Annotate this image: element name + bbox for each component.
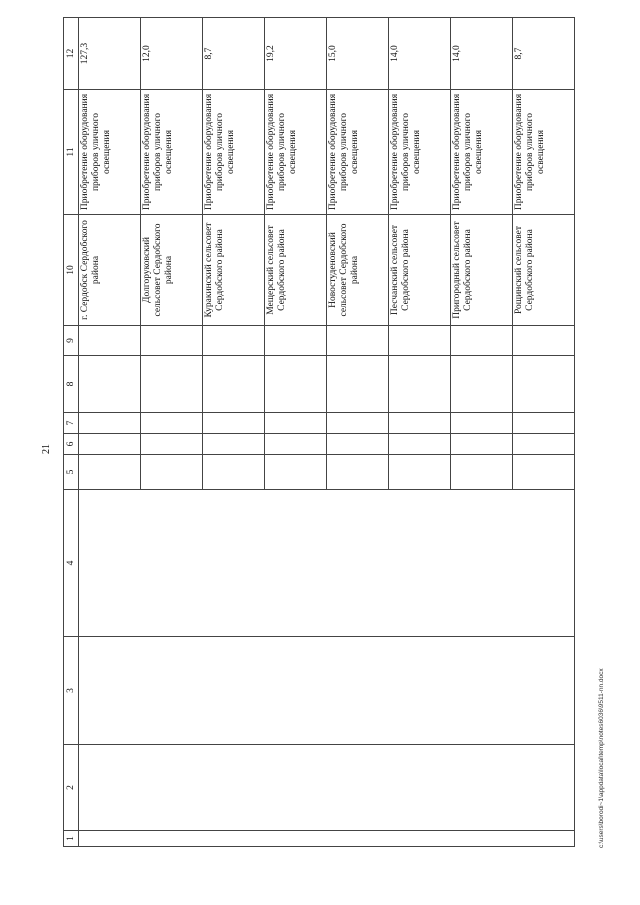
amount-cell: 15,0	[327, 18, 389, 90]
empty-cell	[327, 455, 389, 490]
empty-cell	[203, 455, 265, 490]
empty-cell	[203, 413, 265, 434]
empty-cell	[451, 356, 513, 413]
empty-cell	[451, 455, 513, 490]
empty-cell	[79, 831, 575, 847]
empty-cell	[327, 413, 389, 434]
column-number: 1	[64, 831, 79, 847]
column-number: 11	[64, 90, 79, 215]
amount-cell: 14,0	[389, 18, 451, 90]
column-number: 12	[64, 18, 79, 90]
empty-cell	[141, 455, 203, 490]
empty-cell	[327, 356, 389, 413]
empty-cell	[265, 455, 327, 490]
empty-cell	[141, 356, 203, 413]
municipality-cell: Куракинский сельсовет Сердобского района	[203, 215, 265, 326]
empty-cell	[513, 326, 575, 356]
empty-cell	[451, 413, 513, 434]
municipality-cell: Мещерский сельсовет Сердобского района	[265, 215, 327, 326]
purpose-cell: Приобретение оборудования приборов уличного освещения	[513, 90, 575, 215]
column-number: 10	[64, 215, 79, 326]
municipality-cell: Рощинский сельсовет Сердобского района	[513, 215, 575, 326]
empty-cell	[141, 326, 203, 356]
footer-file-path: c:\users\borodi~1\appdata\local\temp\notes6036\9511-nn.docx	[598, 668, 605, 848]
empty-cell	[265, 326, 327, 356]
empty-cell	[513, 413, 575, 434]
empty-cell	[327, 434, 389, 455]
municipality-cell: Пригородный сельсовет Сердобского района	[451, 215, 513, 326]
amount-cell: 8,7	[513, 18, 575, 90]
purpose-cell: Приобретение оборудования приборов уличного освещения	[265, 90, 327, 215]
empty-cell	[79, 413, 141, 434]
empty-cell	[79, 637, 575, 745]
empty-cell	[513, 434, 575, 455]
empty-cell	[265, 356, 327, 413]
funding-table	[63, 17, 575, 847]
table-row	[79, 18, 141, 847]
purpose-cell: Приобретение оборудования приборов уличного освещения	[203, 90, 265, 215]
municipality-cell: г. Сердобск Сердобского района	[79, 215, 141, 326]
empty-cell	[513, 455, 575, 490]
amount-cell: 127,3	[79, 18, 141, 90]
empty-cell	[513, 356, 575, 413]
amount-cell: 14,0	[451, 18, 513, 90]
amount-cell: 19,2	[265, 18, 327, 90]
empty-cell	[203, 326, 265, 356]
column-number: 3	[64, 637, 79, 745]
amount-cell: 12,0	[141, 18, 203, 90]
empty-cell	[451, 326, 513, 356]
page-number: 21	[41, 444, 52, 454]
column-number: 5	[64, 455, 79, 490]
empty-cell	[389, 413, 451, 434]
empty-cell	[327, 326, 389, 356]
purpose-cell: Приобретение оборудования приборов уличного освещения	[79, 90, 141, 215]
purpose-cell: Приобретение оборудования приборов уличного освещения	[327, 90, 389, 215]
municipality-cell: Долгоруковский сельсовет Сердобского района	[141, 215, 203, 326]
empty-cell	[389, 434, 451, 455]
empty-cell	[79, 745, 575, 831]
empty-cell	[389, 356, 451, 413]
column-number: 4	[64, 490, 79, 637]
column-number: 6	[64, 434, 79, 455]
empty-cell	[203, 356, 265, 413]
empty-cell	[141, 434, 203, 455]
empty-cell	[79, 434, 141, 455]
empty-cell	[265, 434, 327, 455]
empty-cell	[79, 356, 141, 413]
column-number-row	[64, 18, 79, 847]
municipality-cell: Песчанский сельсовет Сердобского района	[389, 215, 451, 326]
column-number: 7	[64, 413, 79, 434]
column-number: 8	[64, 356, 79, 413]
empty-cell	[389, 455, 451, 490]
empty-cell	[265, 413, 327, 434]
purpose-cell: Приобретение оборудования приборов уличного освещения	[389, 90, 451, 215]
column-number: 9	[64, 326, 79, 356]
empty-cell	[389, 326, 451, 356]
empty-cell	[79, 326, 141, 356]
empty-cell	[79, 490, 575, 637]
empty-cell	[203, 434, 265, 455]
empty-cell	[451, 434, 513, 455]
amount-cell: 8,7	[203, 18, 265, 90]
purpose-cell: Приобретение оборудования приборов уличного освещения	[451, 90, 513, 215]
municipality-cell: Новостуденовский сельсовет Сердобского района	[327, 215, 389, 326]
table-container	[63, 18, 575, 847]
purpose-cell: Приобретение оборудования приборов уличного освещения	[141, 90, 203, 215]
empty-cell	[141, 413, 203, 434]
empty-cell	[79, 455, 141, 490]
column-number: 2	[64, 745, 79, 831]
